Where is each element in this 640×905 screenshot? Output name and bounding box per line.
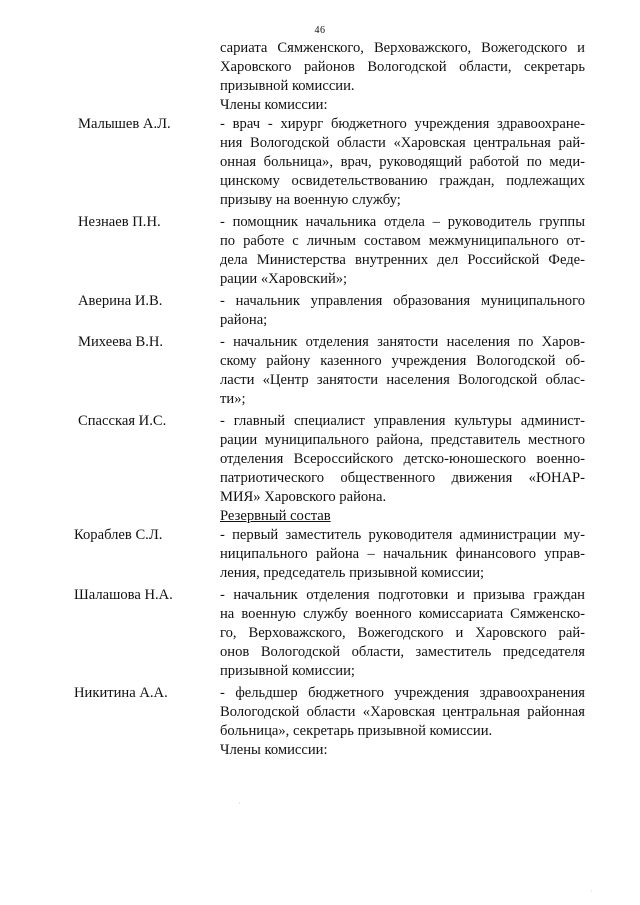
intro-text: сариата Сямженского, Верховажского, Вожегодского и (220, 40, 585, 56)
reserve-role-text: больница», секретарь призывной комиссии. (220, 723, 493, 739)
member-name: Аверина И.В. (78, 293, 163, 309)
intro-line (0, 58, 640, 77)
reserve-role-text: Вологодской области «Харовская центральная районная (220, 704, 585, 720)
reserve-role-line (0, 703, 640, 722)
member-role-line (0, 371, 640, 390)
member-role-text: - врач - хирург бюджетного учреждения здравоохране- (220, 116, 585, 132)
member-role-line (0, 488, 640, 507)
member-role-line (0, 232, 640, 251)
members-heading (0, 741, 640, 760)
member-entry-line (0, 292, 640, 311)
reserve-role-line (0, 624, 640, 643)
member-role-text: МИЯ» Харовского района. (220, 489, 387, 505)
members-heading-text: Члены комиссии: (220, 97, 328, 113)
member-role-line (0, 172, 640, 191)
reserve-heading-text: Резервный состав (220, 508, 331, 524)
reserve-role-text: на военную службу военного комиссариата Сямженско- (220, 606, 585, 622)
member-role-line (0, 270, 640, 289)
member-role-text: рации «Харовский»; (220, 271, 348, 287)
reserve-role-text: онов Вологодской области, заместитель председателя (220, 644, 585, 660)
member-role-text: по работе с личным составом межмуниципального от- (220, 233, 585, 249)
member-entry-line (0, 115, 640, 134)
member-role-line (0, 251, 640, 270)
member-role-line (0, 311, 640, 330)
member-role-line (0, 431, 640, 450)
reserve-role-line (0, 545, 640, 564)
member-role-text: ния Вологодской области «Харовская центральная рай- (220, 135, 585, 151)
scan-speck: ˈ (590, 889, 593, 898)
intro-text: Харовского районов Вологодской области, секретарь (220, 59, 585, 75)
member-role-text: рации муниципального района, представитель местного (220, 432, 585, 448)
member-role-text: - начальник отделения занятости населения по Харов- (220, 334, 585, 350)
reserve-role-text: ления, председатель призывной комиссии; (220, 565, 485, 581)
member-role-text: онная больница», врач, руководящий работой по меди- (220, 154, 585, 170)
member-role-text: - главный специалист управления культуры админист- (220, 413, 585, 429)
reserve-role-line (0, 564, 640, 583)
member-role-line (0, 191, 640, 210)
reserve-role-text: - фельдшер бюджетного учреждения здравоохранения (220, 685, 585, 701)
member-role-line (0, 134, 640, 153)
member-role-text: - помощник начальника отдела – руководитель группы (220, 214, 585, 230)
reserve-role-text: - первый заместитель руководителя администрации му- (220, 527, 585, 543)
reserve-member-name: Шалашова Н.А. (74, 587, 173, 603)
reserve-role-text: призывной комиссии; (220, 663, 355, 679)
scan-speck: · (238, 799, 241, 808)
reserve-role-text: го, Верховажского, Вожегодского и Харовского рай- (220, 625, 585, 641)
member-entry-line (0, 333, 640, 352)
member-name: Незнаев П.Н. (78, 214, 161, 230)
reserve-role-line (0, 605, 640, 624)
member-role-text: скому району казенного учреждения Вологодской об- (220, 353, 585, 369)
member-role-text: отделения Всероссийского детско-юношеского военно- (220, 451, 585, 467)
member-role-text: ти»; (220, 391, 246, 407)
reserve-role-line (0, 643, 640, 662)
intro-line (0, 77, 640, 96)
member-role-line (0, 153, 640, 172)
member-role-text: патриотического общественного движения «ЮНАР- (220, 470, 585, 486)
member-role-text: района; (220, 312, 268, 328)
member-role-text: - начальник управления образования муниципального (220, 293, 585, 309)
member-name: Спасская И.С. (78, 413, 167, 429)
reserve-heading (0, 507, 640, 526)
reserve-member-name: Никитина А.А. (74, 685, 168, 701)
reserve-role-line (0, 662, 640, 681)
document-body (0, 39, 640, 760)
member-role-line (0, 450, 640, 469)
reserve-role-text: - начальник отделения подготовки и призыва граждан (220, 587, 585, 603)
member-role-text: призыву на военную службу; (220, 192, 401, 208)
member-role-line (0, 390, 640, 409)
member-role-text: дела Министерства внутренних дел Российской Феде- (220, 252, 585, 268)
member-entry-line (0, 213, 640, 232)
members-heading (0, 96, 640, 115)
reserve-member-name: Кораблев С.Л. (74, 527, 163, 543)
reserve-entry-line (0, 684, 640, 703)
reserve-entry-line (0, 526, 640, 545)
members-heading-text: Члены комиссии: (220, 742, 328, 758)
reserve-role-line (0, 722, 640, 741)
member-role-line (0, 469, 640, 488)
reserve-role-text: ниципального района – начальник финансового управ- (220, 546, 585, 562)
intro-text: призывной комиссии. (220, 78, 355, 94)
intro-line (0, 39, 640, 58)
member-role-line (0, 352, 640, 371)
member-role-text: ласти «Центр занятости населения Вологодской облас- (220, 372, 585, 388)
reserve-entry-line (0, 586, 640, 605)
member-role-text: цинскому освидетельствованию граждан, подлежащих (220, 173, 585, 189)
member-name: Михеева В.Н. (78, 334, 164, 350)
member-name: Малышев А.Л. (78, 116, 171, 132)
page-number: 46 (314, 25, 326, 36)
member-entry-line (0, 412, 640, 431)
